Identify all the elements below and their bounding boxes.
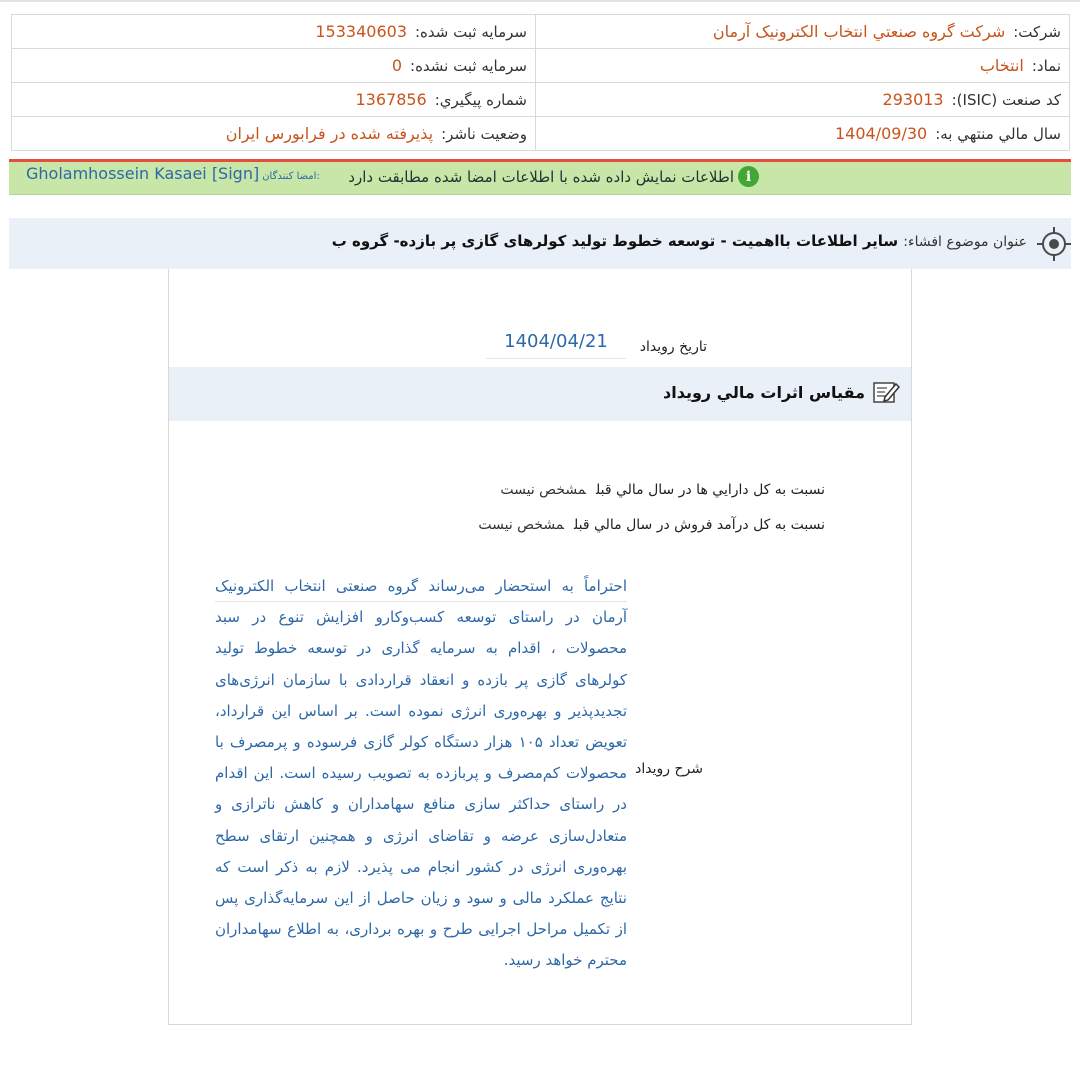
tracking-value: 1367856: [355, 90, 427, 109]
company-cell: [536, 15, 1070, 49]
signers-label: امضا کنندگان:: [262, 171, 320, 182]
subject-title: ساير اطلاعات بااهميت - توسعه خطوط تولید کولرهای گازی پر بازده- گروه ب: [331, 232, 899, 250]
isic-label: کد صنعت (ISIC):: [951, 91, 1061, 109]
symbol-cell: [536, 49, 1070, 83]
fiscal-year-label: سال مالي منتهي به:: [935, 125, 1061, 143]
tracking-label: شماره پيگيري:: [434, 91, 527, 109]
ratio-sales-label: نسبت به کل درآمد فروش در سال مالي قبل: [573, 517, 825, 533]
company-label: شرکت:: [1013, 23, 1061, 41]
edit-document-icon: [872, 379, 900, 405]
registered-capital-label: سرمايه ثبت شده:: [415, 23, 527, 41]
fiscal-year-cell: [536, 117, 1070, 151]
info-icon: i: [738, 166, 759, 187]
info-row: [12, 49, 1070, 83]
subject: [332, 231, 1027, 250]
description-label: شرح رويداد: [635, 761, 703, 777]
symbol-value[interactable]: انتخاب: [979, 56, 1024, 75]
publisher-status-label: وضعيت ناشر:: [441, 125, 527, 143]
publisher-status-cell: [12, 117, 536, 151]
isic-value: 293013: [882, 90, 944, 109]
subject-bar: [9, 218, 1071, 269]
ratio-assets-label: نسبت به کل دارايي ها در سال مالي قبل: [595, 482, 825, 498]
verification-bar: [9, 162, 1071, 195]
isic-cell: [536, 83, 1070, 117]
info-row: [12, 83, 1070, 117]
unregistered-capital-cell: [12, 49, 536, 83]
tracking-cell: [12, 83, 536, 117]
subject-label: عنوان موضوع افشاء:: [903, 234, 1027, 250]
info-row: [12, 117, 1070, 151]
ratio-sales-value: مشخص نيست: [478, 517, 564, 533]
registered-capital-value: 153340603: [315, 22, 407, 41]
event-description: احتراماً به استحضار می‌رساند گروه صنعتی انتخاب الکترونیک آرمان در راستای توسعه کسب‌وکارو افزایش تنوع در سبد محصولات ، اقدام به سرمایه گذاری در توسعه خطوط تولید کولرهای گازی پر بازده و انعقاد قراردادی با سازمان انرژی‌های تجدیدپذیر و بهره‌وری انرژی نموده است. بر اساس این قرارداد، تعویض تعداد ۱۰۵ هزار دستگاه کولر گازی فرسوده و پرمصرف با محصولات کم‌مصرف و پربازده به تصویب رسیده است. این اقدام در راستای حداکثر سازی منافع سهامداران و کاهش ناترازی و متعادل‌سازی عرضه و تقاضای انرژی و همچنین ارتقای سطح بهره‌وری انرژی در کشور انجام می پذیرد. لازم به ذکر است که نتایج عملکرد مالی و سود و زیان حاصل از این سرمایه‌گذاری پس از تکمیل مراحل اجرایی طرح و بهره برداری، به اطلاع سهامداران محترم خواهد رسید.: [215, 577, 627, 970]
event-date-value: 1404/04/21: [486, 331, 626, 359]
financial-effects-header: [169, 367, 911, 421]
fiscal-year-value: 1404/09/30: [834, 124, 928, 143]
ratio-assets-value: مشخص نيست: [500, 482, 586, 498]
top-divider: [0, 0, 1080, 6]
unregistered-capital-label: سرمايه ثبت نشده:: [410, 57, 527, 75]
event-panel: [168, 269, 912, 1025]
ratio-assets-row: [500, 482, 825, 498]
unregistered-capital-value: 0: [391, 56, 403, 75]
registered-capital-cell: [12, 15, 536, 49]
section-title: مقياس اثرات مالي رويداد: [663, 383, 865, 402]
signer-link[interactable]: Gholamhossein Kasaei [Sign]: [26, 164, 260, 183]
verification-message-group: [348, 166, 759, 187]
ratio-sales-row: [478, 517, 825, 533]
company-info-table: [11, 14, 1070, 151]
company-name[interactable]: شرکت گروه صنعتي انتخاب الکترونيک آرمان: [712, 22, 1006, 41]
event-date-label: تاريخ رويداد: [639, 339, 707, 355]
symbol-label: نماد:: [1031, 57, 1061, 75]
verification-message: اطلاعات نمايش داده شده با اطلاعات امضا شده مطابقت دارد: [348, 167, 734, 186]
signers-group: [26, 164, 320, 183]
info-row: [12, 15, 1070, 49]
publisher-status-value: پذيرفته شده در فرابورس ايران: [225, 124, 434, 143]
target-icon: [1037, 227, 1071, 261]
